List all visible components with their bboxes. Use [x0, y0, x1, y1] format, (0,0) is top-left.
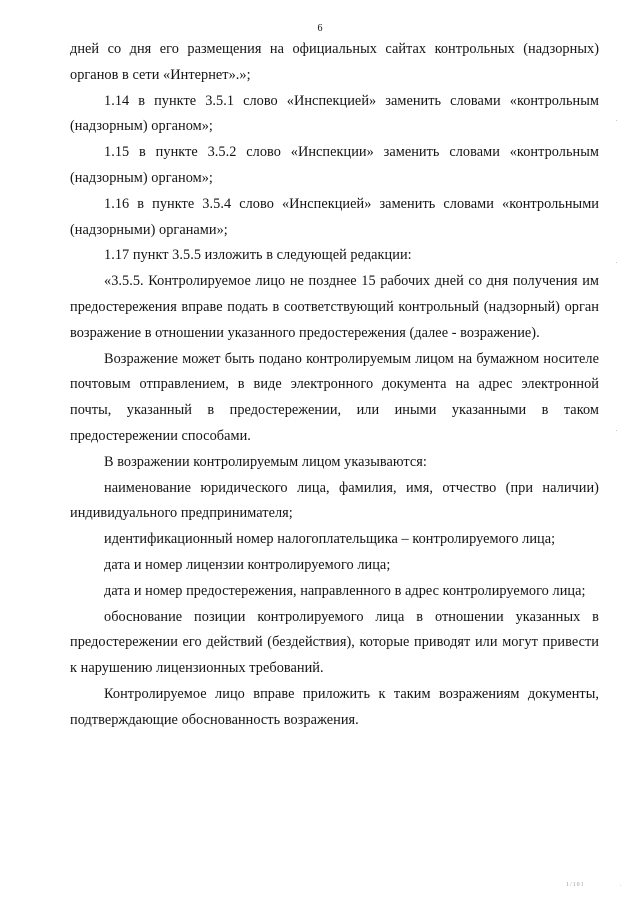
- paragraph-7: Возражение может быть подано контролируемым лицом на бумажном носителе почтовым отправлением, в виде электронного документа на адрес электронной почты, указанный в предостережении, или иными указанными в таком предостережении способами.: [70, 350, 599, 444]
- paragraph-14: Контролируемое лицо вправе приложить к таким возражениям документы, подтверждающие обоснованность возражения.: [70, 685, 599, 728]
- paragraph-8: В возражении контролируемым лицом указываются:: [104, 453, 427, 470]
- paragraph-12: дата и номер предостережения, направленного в адрес контролируемого лица;: [104, 582, 586, 599]
- paragraph-9: наименование юридического лица, фамилия, имя, отчество (при наличии) индивидуального предпринимателя;: [70, 479, 599, 522]
- scan-edge-mark: [616, 430, 617, 431]
- paragraph-11: дата и номер лицензии контролируемого лица;: [104, 556, 391, 573]
- footer-mark: 1/101: [566, 882, 585, 888]
- scan-edge-mark: [616, 262, 617, 263]
- paragraph-10: идентификационный номер налогоплательщика – контролируемого лица;: [104, 531, 556, 548]
- footer-dot: .: [620, 882, 622, 888]
- paragraph-13: обоснование позиции контролируемого лица в отношении указанных в предостережении его действий (бездействия), которые приводят или могут привести к нарушению лицензионных требований.: [70, 608, 599, 677]
- document-body: [70, 37, 599, 734]
- paragraph-6: «3.5.5. Контролируемое лицо не позднее 15 рабочих дней со дня получения им предостережения вправе подать в соответствующий контрольный (надзорный) орган возражение в отношении указанного предостережения (далее - возражение).: [70, 273, 599, 341]
- scan-edge-mark: [616, 120, 617, 121]
- paragraph-2: 1.14 в пункте 3.5.1 слово «Инспекцией» заменить словами «контрольным (надзорным) органом»;: [70, 92, 599, 135]
- paragraph-5: 1.17 пункт 3.5.5 изложить в следующей редакции:: [104, 247, 412, 264]
- paragraph-4: 1.16 в пункте 3.5.4 слово «Инспекцией» заменить словами «контрольными (надзорными) органами»;: [70, 195, 599, 238]
- page-number: 6: [317, 23, 323, 34]
- paragraph-3: 1.15 в пункте 3.5.2 слово «Инспекции» заменить словами «контрольным (надзорным) органом»;: [70, 144, 599, 186]
- paragraph-1: дней со дня его размещения на официальных сайтах контрольных (надзорных) органов в сети «Интернет».»;: [70, 41, 599, 83]
